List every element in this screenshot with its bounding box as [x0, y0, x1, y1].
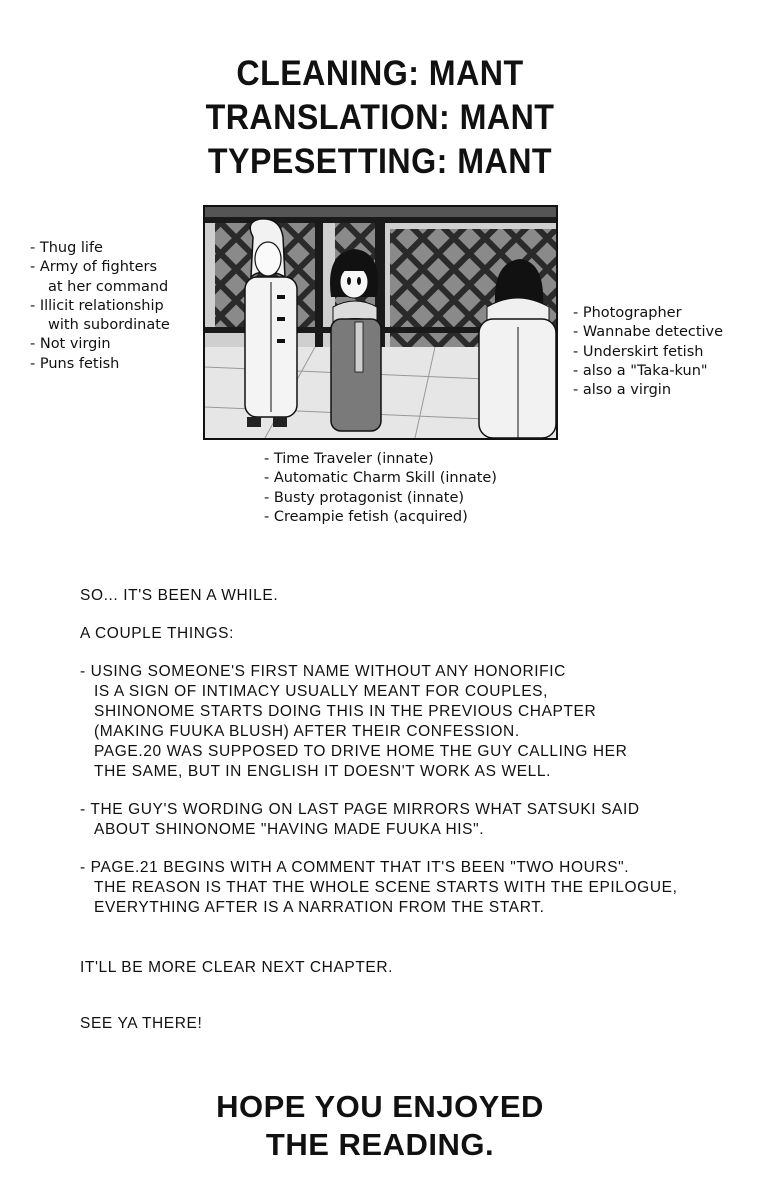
closing-message: [0, 1088, 760, 1164]
note-line: - Illicit relationship: [30, 297, 164, 314]
note-line: - Army of fighters: [30, 259, 158, 276]
character-notes-left: [30, 239, 170, 374]
note-line: - Wannabe detective: [573, 324, 724, 341]
translator-notes: [80, 586, 720, 1034]
closing-line: THE READING.: [265, 1127, 495, 1162]
manga-panel-image: [203, 205, 558, 440]
closing-line: HOPE YOU ENJOYED: [216, 1089, 544, 1124]
panel-illustration: [205, 207, 556, 438]
bullet-1-line: THE SAME, BUT IN ENGLISH IT DOESN'T WORK AS WELL.: [94, 763, 551, 780]
note-line: - Puns fetish: [30, 355, 120, 372]
bullet-1-line: - USING SOMEONE'S FIRST NAME WITHOUT ANY HONORIFIC: [80, 663, 566, 680]
character-notes-bottom: [264, 450, 497, 527]
note-line: - Creampie fetish (acquired): [264, 508, 468, 525]
bullet-3-line: EVERYTHING AFTER IS A NARRATION FROM THE START.: [94, 899, 545, 916]
note-line: - Not virgin: [30, 336, 111, 353]
intro-line: SO... IT'S BEEN A WHILE.: [80, 587, 279, 604]
credit-cleaning: CLEANING: MANT: [236, 54, 524, 93]
note-line: - Photographer: [573, 305, 682, 321]
note-line: with subordinate: [48, 317, 170, 334]
bullet-2-line: - THE GUY'S WORDING ON LAST PAGE MIRRORS WHAT SATSUKI SAID: [80, 801, 640, 818]
note-line: - also a "Taka-kun": [573, 362, 708, 379]
bullet-1-line: (MAKING FUUKA BLUSH) AFTER THEIR CONFESSION.: [94, 723, 520, 740]
bullet-1-line: PAGE.20 WAS SUPPOSED TO DRIVE HOME THE GUY CALLING HER: [94, 743, 628, 760]
credits-block: [30, 52, 729, 184]
note-line: - Automatic Charm Skill (innate): [264, 470, 497, 487]
bullet-2-line: ABOUT SHINONOME "HAVING MADE FUUKA HIS".: [94, 821, 485, 838]
credit-translation: TRANSLATION: MANT: [205, 98, 555, 137]
character-notes-right: [573, 304, 723, 400]
credit-typesetting: TYPESETTING: MANT: [207, 142, 553, 181]
note-line: - Busty protagonist (innate): [264, 489, 465, 506]
note-line: - Underskirt fetish: [573, 343, 704, 360]
bullet-3-line: - PAGE.21 BEGINS WITH A COMMENT THAT IT'S BEEN "TWO HOURS".: [80, 859, 630, 876]
next-chapter-line: IT'LL BE MORE CLEAR NEXT CHAPTER.: [80, 959, 394, 976]
things-line: A COUPLE THINGS:: [80, 625, 235, 642]
see-ya-line: SEE YA THERE!: [80, 1015, 203, 1032]
bullet-3-line: THE REASON IS THAT THE WHOLE SCENE STARTS WITH THE EPILOGUE,: [94, 879, 678, 896]
note-line: at her command: [48, 278, 169, 295]
bullet-1-line: IS A SIGN OF INTIMACY USUALLY MEANT FOR COUPLES,: [94, 683, 549, 700]
note-line: - Time Traveler (innate): [264, 451, 434, 467]
note-line: - Thug life: [30, 240, 103, 256]
bullet-1-line: SHINONOME STARTS DOING THIS IN THE PREVIOUS CHAPTER: [94, 703, 597, 720]
note-line: - also a virgin: [573, 382, 672, 399]
